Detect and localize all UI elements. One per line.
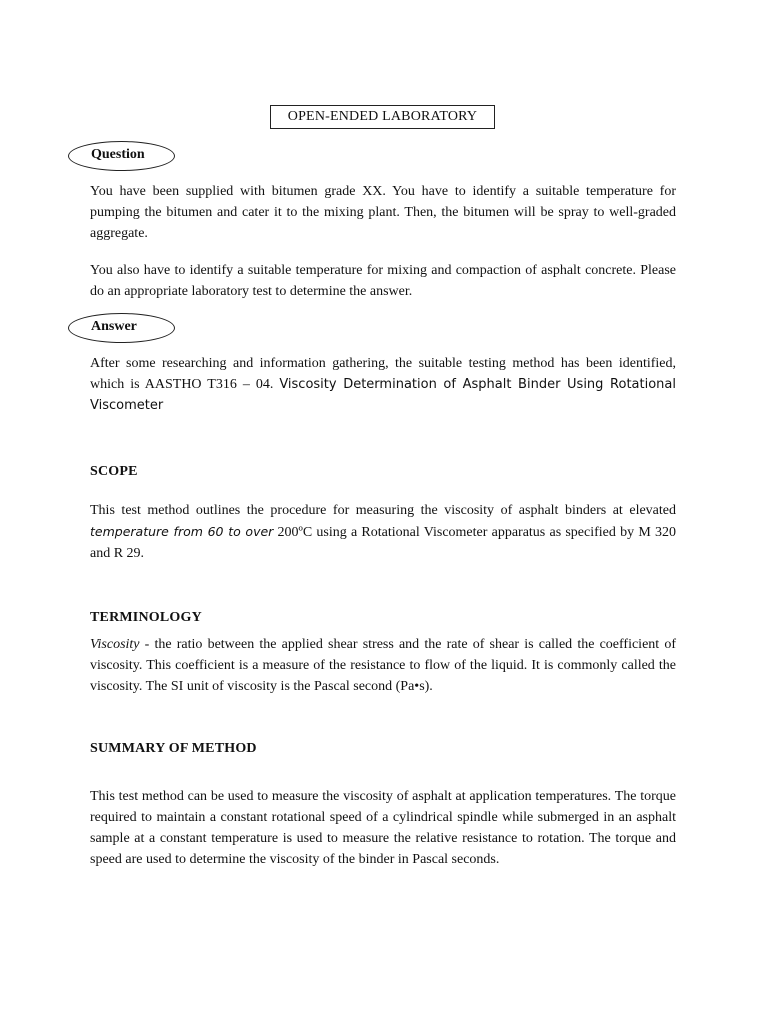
answer-method-title: Viscosity Determination of Asphalt Binder Using Rotational Viscometer [90,377,676,413]
terminology-paragraph [90,634,676,697]
summary-paragraph: This test method can be used to measure the viscosity of asphalt at application temperatures. The torque required to maintain a constant rotational speed of a cylindrical spindle while submerged in an asphalt sample at a constant temperature is used to measure the relative resistance to rotation. The torque and speed are used to determine the viscosity of the binder in Pascal seconds. [90,789,676,867]
answer-label-oval [68,313,175,343]
summary-heading: SUMMARY OF METHOD [90,741,257,756]
answer-paragraph [90,353,676,416]
scope-text-a: This test method outlines the procedure for measuring the viscosity of asphalt binders at elevated [90,503,676,518]
scope-heading: SCOPE [90,464,138,479]
question-label-oval [68,141,175,171]
answer-text: After some researching and information gathering, the suitable testing method has been identified, which is AASTHO T316 – 04. [90,356,676,392]
page-title: OPEN-ENDED LABORATORY [270,105,495,129]
scope-paragraph [90,500,676,564]
scope-text-italic: temperature from 60 to over [90,524,274,539]
answer-label: Answer [91,319,137,334]
question-paragraph-2: You also have to identify a suitable temperature for mixing and compaction of asphalt concrete. Please do an appropriate laboratory test to determine the answer. [90,263,676,299]
terminology-definition: - the ratio between the applied shear stress and the rate of shear is called the coefficient of viscosity. This coefficient is a measure of the resistance to flow of the liquid. It is commonly called the viscosity. The SI unit of viscosity is the Pascal second (Pa•s). [90,637,676,694]
terminology-heading: TERMINOLOGY [90,610,202,625]
question-paragraph-1: You have been supplied with bitumen grade XX. You have to identify a suitable temperature for pumping the bitumen and cater it to the mixing plant. Then, the bitumen will be spray to well-graded aggregate. [90,184,676,241]
scope-text-c: 200ºC using a Rotational Viscometer apparatus as specified by M 320 and R 29. [90,525,676,561]
question-label: Question [91,147,145,162]
terminology-term: Viscosity [90,637,140,652]
